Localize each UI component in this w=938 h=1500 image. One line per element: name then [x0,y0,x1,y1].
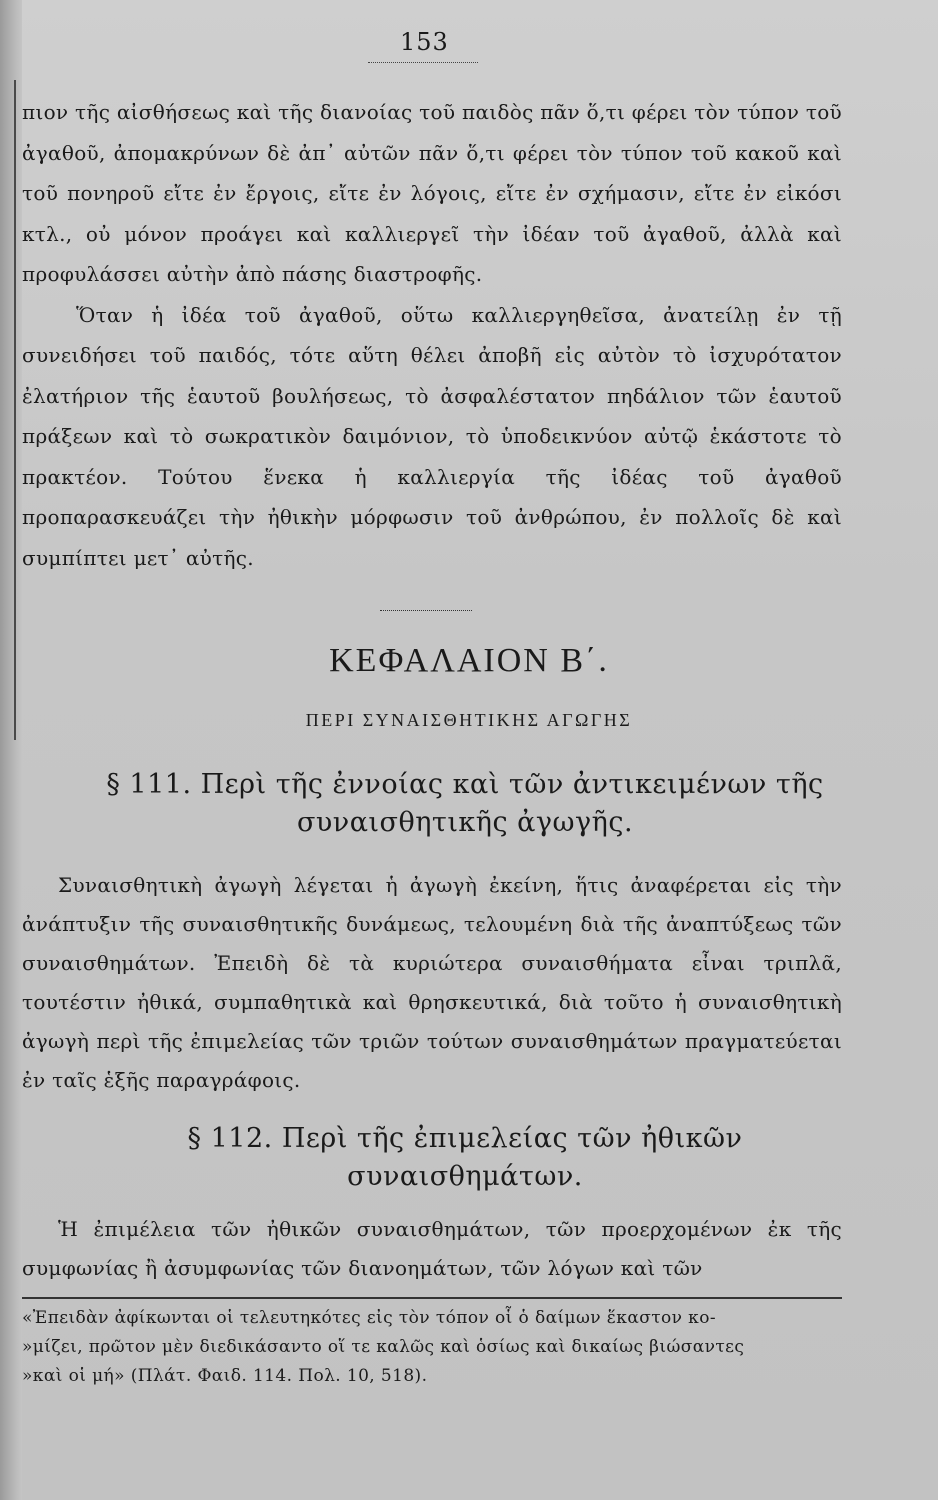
section-heading-111 [40,766,890,842]
paragraph: Ὅταν ἡ ἰδέα τοῦ ἀγαθοῦ, οὕτω καλλιεργηθεῖσα, ἀνατείλῃ ἐν τῇ συνειδήσει τοῦ παιδός, τότε αὕτη θέλει ἀποβῆ εἰς αὐτὸν τὸ ἰσχυρότατον ἐλατήριον τῆς ἑαυτοῦ βουλήσεως, τὸ ἀσφαλέστατον πηδάλιον τῶν ἑαυτοῦ πράξεων καὶ τὸ σωκρατικὸν δαιμόνιον, τὸ ὑποδεικνύον αὐτῷ ἑκάστοτε τὸ πρακτέον. Τούτου ἕνεκα ἡ καλλιεργία τῆς ἰδέας τοῦ ἀγαθοῦ προπαρασκευάζει τὴν ἠθικὴν μόρφωσιν τοῦ ἀνθρώπου, ἐν πολλοῖς δὲ καὶ συμπίπτει μετ᾽ αὐτῆς. [22,302,842,570]
binding-gutter [0,0,22,1500]
section-separator [380,610,472,611]
main-text [22,92,842,578]
page-number: 153 [400,28,449,56]
footnote-line: »καὶ οἱ μή» (Πλάτ. Φαιδ. 114. Πολ. 10, 518). [22,1366,428,1386]
section-heading-line: § 111. Περὶ τῆς ἐννοίας καὶ τῶν ἀντικειμένων τῆς [106,769,824,800]
chapter-title: ΚΕΦΑΛΑΙΟΝ Β΄. [329,642,609,679]
footnote [22,1304,842,1391]
chapter-subtitle: ΠΕΡΙ ΣΥΝΑΙΣΘΗΤΙΚΗΣ ΑΓΩΓΗΣ [305,710,633,730]
section-paragraph-111: Συναισθητικὴ ἀγωγὴ λέγεται ἡ ἀγωγὴ ἐκείνη, ἥτις ἀναφέρεται εἰς τὴν ἀνάπτυξιν τῆς συναισθητικῆς δυνάμεως, τελουμένη διὰ τῆς ἀναπτύξεως τῶν συναισθημάτων. Ἐπειδὴ δὲ τὰ κυριώτερα συναισθήματα εἶναι τριπλᾶ, τουτέστιν ἠθικά, συμπαθητικὰ καὶ θρησκευτικά, διὰ τοῦτο ἡ συναισθητικὴ ἀγωγὴ περὶ τῆς ἐπιμελείας τῶν τριῶν τούτων συναισθημάτων πραγματεύεται ἐν ταῖς ἑξῆς παραγράφοις. [22,873,842,1092]
section-heading-line: § 112. Περὶ τῆς ἐπιμελείας τῶν ἠθικῶν [187,1123,743,1154]
section-heading-line: συναισθημάτων. [347,1161,583,1192]
section-heading-112 [40,1120,890,1196]
footnote-rule [22,1297,842,1299]
margin-rule [14,80,16,740]
footnote-line: »μίζει, πρῶτον μὲν διεδικάσαντο οἵ τε καλῶς καὶ ὁσίως καὶ δικαίως βιώσαντες [22,1337,745,1357]
section-heading-line: συναισθητικῆς ἀγωγῆς. [296,807,634,838]
paragraph-continued: πιον τῆς αἰσθήσεως καὶ τῆς διανοίας τοῦ παιδὸς πᾶν ὅ,τι φέρει τὸν τύπον τοῦ ἀγαθοῦ, ἀπομακρύνων δὲ ἀπ᾽ αὐτῶν πᾶν ὅ,τι φέρει τὸν τύπον τοῦ κακοῦ καὶ τοῦ πονηροῦ εἴτε ἐν ἔργοις, εἴτε ἐν λόγοις, εἴτε ἐν σχήμασιν, εἴτε ἐν εἰκόσι κτλ., οὐ μόνον προάγει καὶ καλλιεργεῖ τὴν ἰδέαν τοῦ ἀγαθοῦ, ἀλλὰ καὶ προφυλάσσει αὐτὴν ἀπὸ πάσης διαστροφῆς. [22,100,842,286]
section-paragraph-112: Ἡ ἐπιμέλεια τῶν ἠθικῶν συναισθημάτων, τῶν προερχομένων ἐκ τῆς συμφωνίας ἢ ἀσυμφωνίας τῶν διανοημάτων, τῶν λόγων καὶ τῶν [22,1217,842,1280]
page-number-rule [368,62,478,63]
footnote-line: «Ἐπειδὰν ἀφίκωνται οἱ τελευτηκότες εἰς τὸν τόπον οἷ ὁ δαίμων ἕκαστον κο- [22,1308,716,1328]
